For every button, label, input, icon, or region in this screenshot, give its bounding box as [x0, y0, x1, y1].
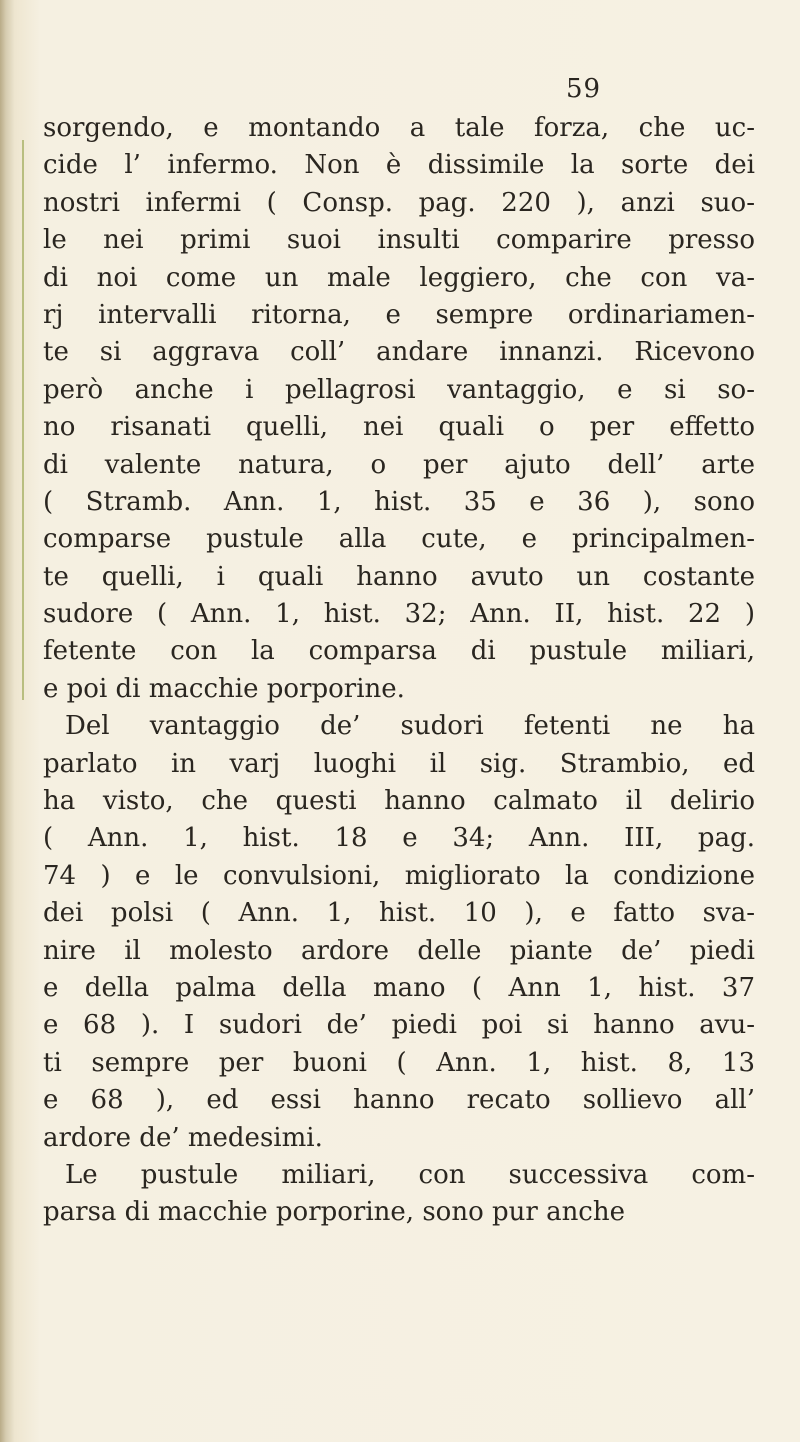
text-line: le nei primi suoi insulti comparire presso [43, 225, 755, 256]
text-line: di valente natura, o per ajuto dell’ arte [43, 449, 755, 480]
text-line: ha visto, che questi hanno calmato il delirio [43, 786, 755, 817]
page-number: 59 [566, 74, 602, 104]
text-line: te si aggrava coll’ andare innanzi. Ricevono [43, 337, 755, 368]
text-line: no risanati quelli, nei quali o per effetto [43, 412, 755, 443]
text-line: 74 ) e le convulsioni, migliorato la condizione [43, 860, 755, 891]
text-line: sudore ( Ann. 1, hist. 32; Ann. II, hist. 22 ) [43, 599, 755, 630]
text-line: cide l’ infermo. Non è dissimile la sorte dei [43, 150, 755, 181]
book-gutter [0, 0, 14, 1442]
text-line: e poi di macchie porporine. [43, 673, 405, 704]
text-line: e della palma della mano ( Ann 1, hist. 37 [43, 972, 755, 1003]
text-line: e 68 ). I sudori de’ piedi poi si hanno avu- [43, 1010, 755, 1041]
text-line: però anche i pellagrosi vantaggio, e si so- [43, 374, 755, 405]
text-line: di noi come un male leggiero, che con va- [43, 262, 755, 293]
text-line: parsa di macchie porporine, sono pur anche [43, 1197, 626, 1228]
text-line: nostri infermi ( Consp. pag. 220 ), anzi suo- [43, 187, 755, 218]
text-line: ( Stramb. Ann. 1, hist. 35 e 36 ), sono [43, 486, 755, 517]
body-text [43, 110, 755, 1232]
text-line: e 68 ), ed essi hanno recato sollievo all’ [43, 1085, 755, 1116]
text-line: fetente con la comparsa di pustule miliari, [43, 636, 755, 667]
gutter-mark [22, 140, 24, 700]
text-line: ti sempre per buoni ( Ann. 1, hist. 8, 13 [43, 1047, 755, 1078]
text-line: ardore de’ medesimi. [43, 1122, 323, 1153]
text-line: nire il molesto ardore delle piante de’ piedi [43, 935, 755, 966]
text-line: parlato in varj luoghi il sig. Strambio, ed [43, 748, 755, 779]
text-line: rj intervalli ritorna, e sempre ordinariamen- [43, 299, 755, 330]
text-line: sorgendo, e montando a tale forza, che uc- [43, 113, 755, 143]
text-line: comparse pustule alla cute, e principalmen- [43, 524, 755, 555]
text-line: ( Ann. 1, hist. 18 e 34; Ann. III, pag. [43, 823, 755, 854]
text-line: dei polsi ( Ann. 1, hist. 10 ), e fatto sva- [43, 898, 755, 929]
paragraph-start-line: Del vantaggio de’ sudori fetenti ne ha [65, 711, 755, 742]
paragraph-start-line: Le pustule miliari, con successiva com- [65, 1159, 755, 1190]
text-line: te quelli, i quali hanno avuto un costante [43, 561, 755, 592]
